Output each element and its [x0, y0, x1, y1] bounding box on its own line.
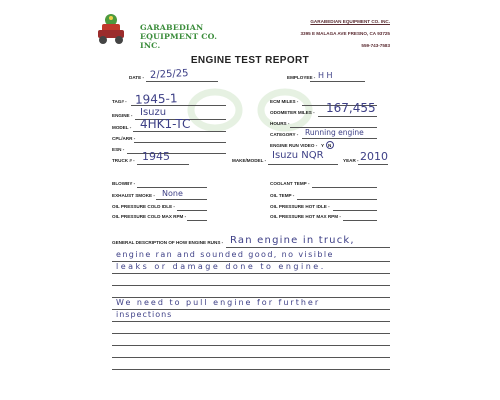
description-label: GENERAL DESCRIPTION OF HOW ENGINE RUNS -	[112, 240, 224, 245]
description-text-line1[interactable]: Ran engine in truck,	[230, 235, 355, 246]
description-text-line5[interactable]: inspections	[116, 310, 173, 319]
truck-value[interactable]: 1945	[142, 150, 170, 163]
address-company-name: GARABEDIAN EQUIPMENT CO. INC.	[310, 19, 390, 24]
year-label: YEAR -	[343, 158, 359, 163]
odometer-line	[318, 116, 377, 117]
ecm-miles-label: ECM MILES -	[270, 99, 299, 104]
description-text-line3[interactable]: leaks or damage done to engine.	[116, 262, 326, 271]
tag-value[interactable]: 1945-1	[134, 91, 178, 107]
date-label: DATE -	[129, 75, 144, 80]
description-text-line2[interactable]: engine ran and sounded good, no visible	[116, 250, 334, 259]
exhaust-smoke-line	[156, 199, 207, 200]
year-value[interactable]: 2010	[360, 150, 388, 163]
description-rule	[112, 357, 390, 358]
oil-cold-idle-label: OIL PRESSURE COLD IDLE -	[112, 204, 175, 209]
blowby-line	[137, 187, 207, 188]
year-line	[358, 164, 388, 165]
blowby-label: BLOWBY -	[112, 181, 136, 186]
company-name	[140, 23, 240, 50]
cpl-arr-label: CPL/ARR -	[112, 136, 136, 141]
employee-line	[310, 81, 365, 82]
make-model-value[interactable]: Isuzu NQR	[272, 150, 324, 161]
esn-label: ESN -	[112, 147, 125, 152]
engine-value[interactable]: Isuzu	[140, 107, 167, 118]
oil-temp-line	[297, 199, 377, 200]
report-title: ENGINE TEST REPORT	[190, 55, 310, 66]
oil-temp-label: OIL TEMP -	[270, 193, 295, 198]
engine-label: ENGINE -	[112, 113, 133, 118]
oil-hot-max-line	[343, 220, 377, 221]
company-name-line2: EQUIPMENT CO. INC.	[140, 32, 218, 50]
description-rule	[112, 369, 390, 370]
category-label: CATEGORY -	[270, 132, 299, 137]
description-first-line	[226, 247, 390, 248]
oil-cold-idle-line	[177, 210, 207, 211]
truck-line	[137, 164, 189, 165]
employee-label: EMPLOYEE -	[287, 75, 316, 80]
company-name-line1: GARABEDIAN	[140, 23, 204, 32]
truck-label: TRUCK # -	[112, 158, 135, 163]
date-line	[146, 81, 218, 82]
oil-hot-max-label: OIL PRESSURE HOT MAX RPM -	[270, 214, 341, 219]
exhaust-smoke-label: EXHAUST SMOKE -	[112, 193, 155, 198]
description-rule	[112, 285, 390, 286]
employee-value[interactable]: H H	[318, 71, 333, 80]
description-rule	[112, 321, 390, 322]
description-text-line4[interactable]: We need to pull engine for further	[116, 298, 321, 307]
category-line	[302, 138, 377, 139]
make-model-line	[268, 164, 338, 165]
coolant-temp-label: COOLANT TEMP -	[270, 181, 310, 186]
oil-hot-idle-line	[333, 210, 377, 211]
hours-label: HOURS -	[270, 121, 290, 126]
model-label: MODEL -	[112, 125, 132, 130]
oil-cold-max-label: OIL PRESSURE COLD MAX RPM -	[112, 214, 187, 219]
description-rule	[112, 345, 390, 346]
cpl-arr-line	[134, 142, 226, 143]
description-rule	[112, 273, 390, 274]
odometer-value[interactable]: 167,455	[326, 101, 376, 115]
description-rule	[112, 333, 390, 334]
address-phone: 559-743-7583	[361, 43, 390, 48]
coolant-temp-line	[312, 187, 377, 188]
company-logo-icon	[92, 12, 130, 46]
tag-label: TAG# -	[112, 99, 127, 104]
make-model-label: MAKE/MODEL -	[232, 158, 267, 163]
address-street: 3395 E MALAGA AVE FRESNO, CA 93725	[300, 31, 390, 36]
model-line	[133, 131, 226, 132]
model-value[interactable]: 4HK1-TC	[140, 117, 191, 131]
video-label: ENGINE RUN VIDEO -	[270, 143, 318, 148]
category-value[interactable]: Running engine	[305, 128, 364, 137]
exhaust-smoke-value[interactable]: None	[162, 189, 183, 198]
odometer-label: ODOMETER MILES -	[270, 110, 315, 115]
oil-cold-max-line	[187, 220, 207, 221]
video-option-yes[interactable]: Y	[321, 143, 325, 148]
video-option-no[interactable]: N	[328, 143, 332, 148]
date-value[interactable]: 2/25/25	[149, 67, 189, 82]
oil-hot-idle-label: OIL PRESSURE HOT IDLE -	[270, 204, 330, 209]
